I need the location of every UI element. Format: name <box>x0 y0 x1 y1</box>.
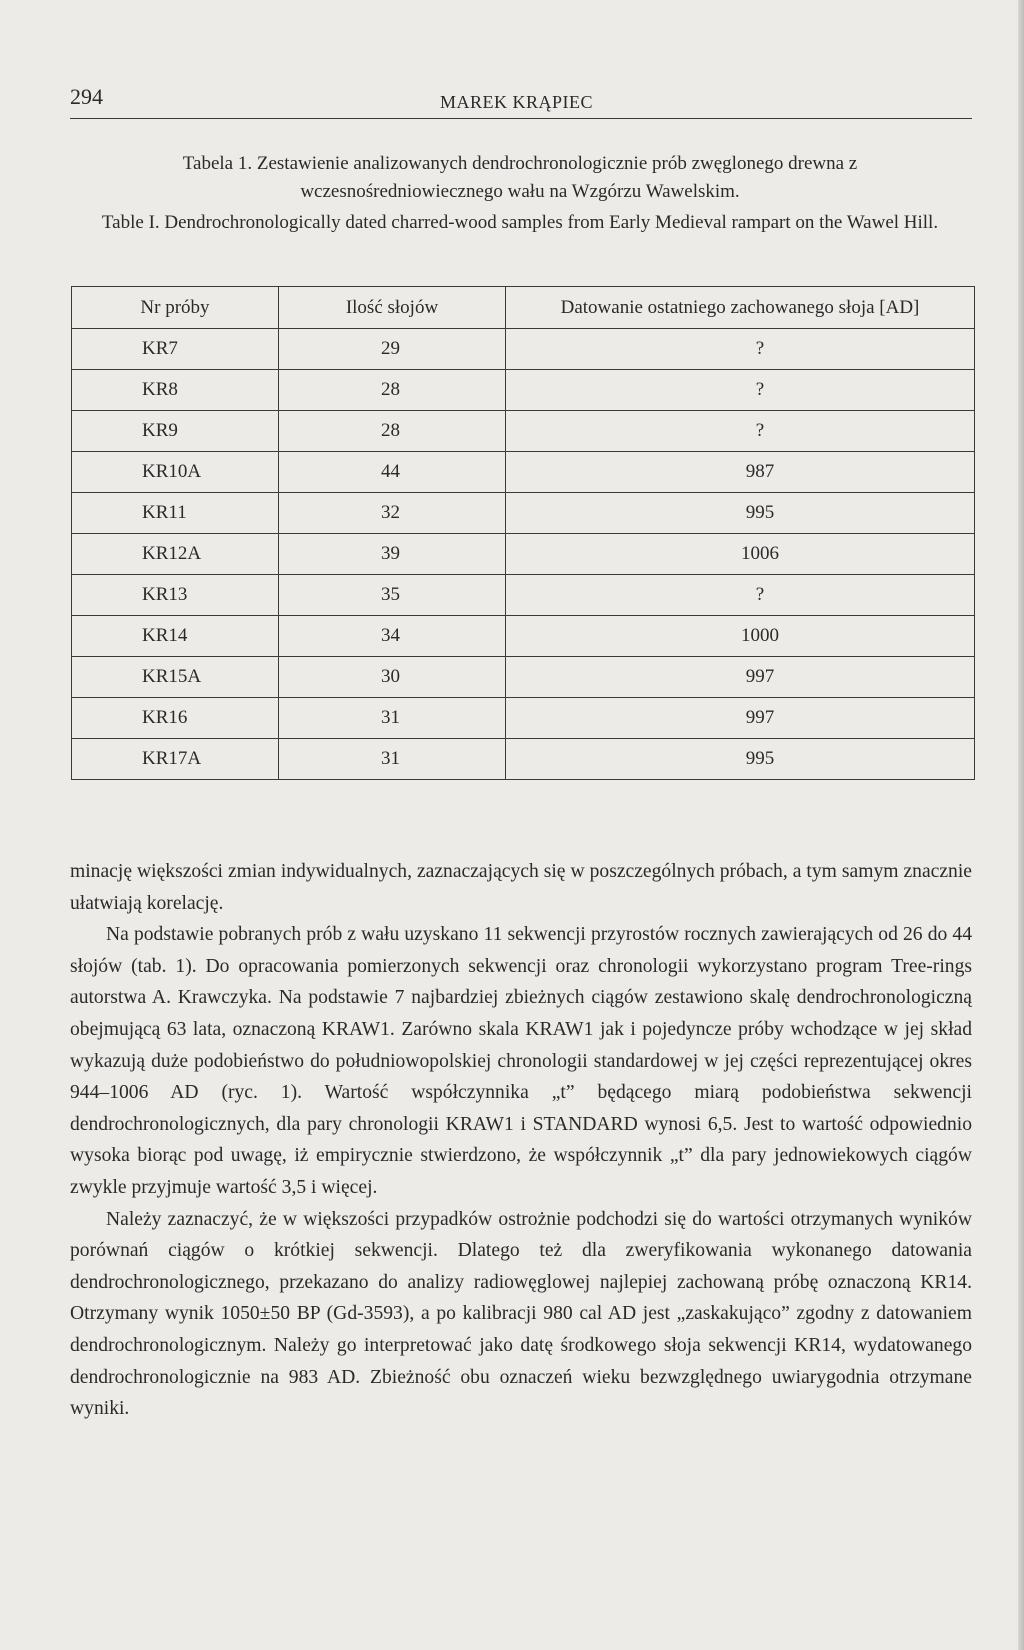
cell-rings: 29 <box>279 329 506 370</box>
page-number: 294 <box>70 84 103 109</box>
page-edge-shadow <box>1018 0 1024 1650</box>
cell-date: 1000 <box>506 616 975 657</box>
table-row <box>72 534 975 575</box>
table-row <box>72 493 975 534</box>
paragraph: Należy zaznaczyć, że w większości przypadków ostrożnie podchodzi się do wartości otrzymanych wyników porównań ciągów o krótkiej sekwencji. Dlatego też dla zweryfikowania wykonanego datowania dendrochronologicznego, przekazano do analizy radiowęglowej najlepiej zachowaną próbę oznaczoną KR14. Otrzymany wynik 1050±50 BP (Gd-3593), a po kalibracji 980 cal AD jest „zaskakująco” zgodny z datowaniem dendrochronologicznym. Należy go interpretować jako datę środkowego słoja sekwencji KR14, wydatowanego dendrochronologicznie na 983 AD. Zbieżność obu oznaczeń wieku bezwzględnego uwiarygodnia otrzymane wyniki. <box>70 1208 972 1420</box>
cell-date: ? <box>506 370 975 411</box>
samples-table <box>71 286 975 780</box>
cell-date: 997 <box>506 657 975 698</box>
page-header <box>70 84 972 119</box>
cell-sample: KR10A <box>72 452 279 493</box>
cell-date: ? <box>506 575 975 616</box>
table-caption-polish: Tabela 1. Zestawienie analizowanych dendrochronologicznie prób zwęglonego drewna z wczesnośredniowiecznego wału na Wzgórzu Wawelskim. <box>182 153 858 202</box>
cell-rings: 35 <box>279 575 506 616</box>
paragraph: Na podstawie pobranych prób z wału uzyskano 11 sekwencji przyrostów rocznych zawierających od 26 do 44 słojów (tab. 1). Do opracowania pomierzonych sekwencji oraz chronologii wykorzystano program Tree-rings autorstwa A. Krawczyka. Na podstawie 7 najbardziej zbieżnych ciągów zestawiono skalę dendrochronologiczną obejmującą 63 lata, oznaczoną KRAW1. Zarówno skala KRAW1 jak i pojedyncze próby wchodzące w jej skład wykazują duże podobieństwo do południowopolskiej chronologii standardowej w jej części reprezentującej okres 944–1006 AD (ryc. 1). Wartość współczynnika „t” będącego miarą podobieństwa sekwencji dendrochronologicznych, dla pary chronologii KRAW1 i STANDARD wynosi 6,5. Jest to wartość odpowiednio wysoka biorąc pod uwagę, iż empirycznie stwierdzono, że współczynnik „t” dla pary jednowiekowych ciągów zwykle przyjmuje wartość 3,5 i więcej. <box>70 924 972 1198</box>
cell-sample: KR9 <box>72 411 279 452</box>
cell-date: 997 <box>506 698 975 739</box>
header-sample-number: Nr próby <box>72 287 279 329</box>
cell-sample: KR11 <box>72 493 279 534</box>
cell-rings: 31 <box>279 698 506 739</box>
cell-rings: 31 <box>279 739 506 780</box>
table-row <box>72 575 975 616</box>
cell-rings: 44 <box>279 452 506 493</box>
cell-rings: 30 <box>279 657 506 698</box>
table-row <box>72 739 975 780</box>
cell-rings: 39 <box>279 534 506 575</box>
cell-date: 1006 <box>506 534 975 575</box>
cell-sample: KR14 <box>72 616 279 657</box>
table-row <box>72 370 975 411</box>
table-row <box>72 452 975 493</box>
cell-sample: KR16 <box>72 698 279 739</box>
table-header-row <box>72 287 975 329</box>
cell-rings: 28 <box>279 411 506 452</box>
cell-date: ? <box>506 411 975 452</box>
cell-date: 995 <box>506 493 975 534</box>
table-row <box>72 616 975 657</box>
table-row <box>72 411 975 452</box>
table-row <box>72 698 975 739</box>
cell-sample: KR12A <box>72 534 279 575</box>
cell-sample: KR15A <box>72 657 279 698</box>
paragraph-continued: minację większości zmian indywidualnych, zaznaczających się w poszczególnych próbach, a tym samym znacznie ułatwiają korelację. <box>70 861 972 914</box>
cell-sample: KR7 <box>72 329 279 370</box>
cell-rings: 34 <box>279 616 506 657</box>
cell-rings: 28 <box>279 370 506 411</box>
cell-rings: 32 <box>279 493 506 534</box>
table-row <box>72 329 975 370</box>
header-ring-count: Ilość słojów <box>279 287 506 329</box>
table-caption-english: Table I. Dendrochronologically dated charred-wood samples from Early Medieval rampart on the Wawel Hill. <box>101 212 939 233</box>
running-head-author: MAREK KRĄPIEC <box>440 92 594 112</box>
cell-date: 987 <box>506 452 975 493</box>
header-last-ring-date: Datowanie ostatniego zachowanego słoja [AD] <box>506 287 975 329</box>
cell-sample: KR13 <box>72 575 279 616</box>
body-text <box>70 856 972 1425</box>
table-row <box>72 657 975 698</box>
cell-date: 995 <box>506 739 975 780</box>
table-body <box>72 329 975 780</box>
cell-date: ? <box>506 329 975 370</box>
cell-sample: KR17A <box>72 739 279 780</box>
cell-sample: KR8 <box>72 370 279 411</box>
